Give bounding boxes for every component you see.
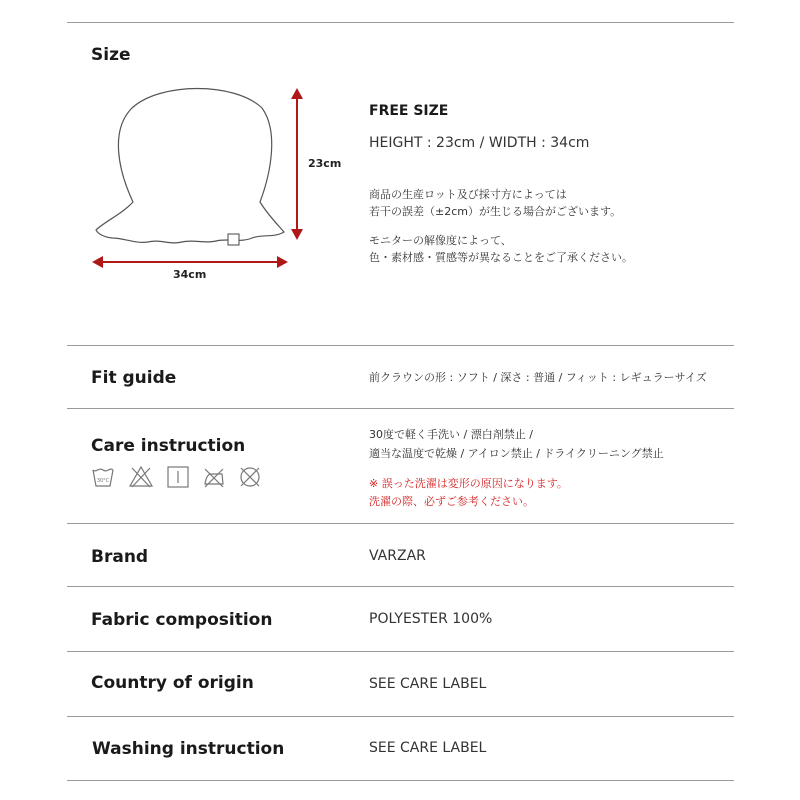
drip-dry-icon [166,465,190,489]
height-arrow-bottom [291,229,303,240]
size-note-2b: 色・素材感・質感等が異なることをご了承ください。 [369,251,633,264]
fabric-heading: Fabric composition [91,610,273,630]
origin-value: SEE CARE LABEL [369,676,487,692]
wash-temp-text: 30°C [96,478,110,484]
no-dry-clean-icon [238,465,262,489]
washing-heading: Washing instruction [92,739,285,759]
origin-heading: Country of origin [91,673,254,693]
hat-tag [228,234,239,245]
care-line-1: 30度で軽く手洗い / 漂白剤禁止 / [369,428,533,441]
care-heading: Care instruction [91,436,246,456]
size-title: FREE SIZE [369,103,449,119]
divider-bottom [67,780,734,781]
divider-care [67,523,734,524]
width-dimension-label: 34cm [173,268,207,281]
care-line-2: 適当な温度で乾燥 / アイロン禁止 / ドライクリーニング禁止 [369,447,664,460]
divider-fit [67,408,734,409]
fabric-value: POLYESTER 100% [369,611,493,627]
size-note-1a: 商品の生産ロット及び採寸方によっては [369,188,567,201]
size-dimensions: HEIGHT : 23cm / WIDTH : 34cm [369,135,590,151]
no-iron-icon [202,465,226,489]
divider-size [67,345,734,346]
hand-wash-icon [91,465,115,489]
care-warning-1: ※ 誤った洗濯は変形の原因になります。 [369,477,568,490]
size-heading: Size [91,45,131,65]
fit-heading: Fit guide [91,368,177,388]
brand-value: VARZAR [369,548,426,564]
hat-outline [96,89,284,243]
divider-brand [67,586,734,587]
height-dimension-label: 23cm [308,157,342,170]
divider-fabric [67,651,734,652]
width-arrow-left [92,256,103,268]
no-bleach-icon [129,465,153,489]
washing-value: SEE CARE LABEL [369,740,487,756]
width-arrow-right [277,256,288,268]
size-note-2a: モニターの解像度によって、 [369,234,512,247]
fit-value: 前クラウンの形 : ソフト / 深さ : 普通 / フィット : レギュラーサイズ [369,371,707,384]
brand-heading: Brand [91,547,149,567]
divider-origin [67,716,734,717]
care-warning-2: 洗濯の際、必ずご参考ください。 [369,495,534,508]
height-arrow-top [291,88,303,99]
size-note-1b: 若干の誤差（±2cm）が生じる場合がございます。 [369,205,622,218]
